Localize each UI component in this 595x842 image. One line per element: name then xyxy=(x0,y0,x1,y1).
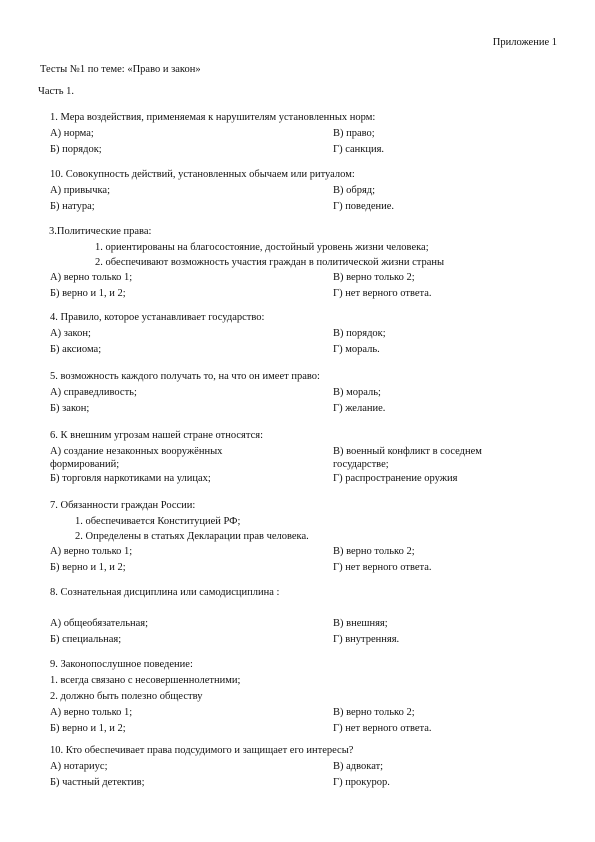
option-a: А) норма; xyxy=(50,128,94,139)
question-3 xyxy=(50,224,570,302)
question-text: 1. Мера воздействия, применяемая к нарушителям установленных норм: xyxy=(50,112,376,123)
statement-2: 2. Определены в статьях Декларации прав человека. xyxy=(75,531,309,542)
statement-1: 1. обеспечивается Конституцией РФ; xyxy=(75,516,241,527)
option-a: А) верно только 1; xyxy=(50,707,133,718)
option-v: В) право; xyxy=(333,128,375,139)
appendix-label: Приложение 1 xyxy=(492,37,557,48)
option-g: Г) нет верного ответа. xyxy=(333,723,432,734)
statement-1: 1. ориентированы на благосостояние, достойный уровень жизни человека; xyxy=(95,242,429,253)
option-b: Б) порядок; xyxy=(50,144,102,155)
question-9 xyxy=(50,657,570,737)
option-v: В) верно только 2; xyxy=(333,272,415,283)
option-a-line-1: А) создание незаконных вооружённых xyxy=(50,446,223,457)
statement-2: 2. обеспечивают возможность участия граждан в политической жизни страны xyxy=(95,257,445,268)
option-g: Г) внутренняя. xyxy=(333,634,400,645)
part-heading: Часть 1. xyxy=(38,86,75,97)
question-4 xyxy=(50,310,570,358)
option-g: Г) санкция. xyxy=(333,144,385,155)
question-2 xyxy=(50,167,570,215)
option-v: В) адвокат; xyxy=(333,761,384,772)
option-b: Б) частный детектив; xyxy=(50,777,145,788)
option-b: Б) верно и 1, и 2; xyxy=(50,288,126,299)
option-g: Г) прокурор. xyxy=(333,777,390,788)
option-b: Б) натура; xyxy=(50,201,95,212)
question-6 xyxy=(50,428,570,487)
option-g: Г) нет верного ответа. xyxy=(333,562,432,573)
question-5 xyxy=(50,369,570,417)
question-text: 3.Политические права: xyxy=(49,226,152,237)
question-10 xyxy=(50,743,570,791)
option-v: В) верно только 2; xyxy=(333,546,415,557)
option-b: Б) торговля наркотиками на улицах; xyxy=(50,473,211,484)
question-text: 5. возможность каждого получать то, на что он имеет право: xyxy=(50,371,320,382)
option-b: Б) специальная; xyxy=(50,634,122,645)
option-a-line-2: формирований; xyxy=(50,459,120,470)
option-b: Б) закон; xyxy=(50,403,90,414)
option-g: Г) поведение. xyxy=(333,201,395,212)
option-b: Б) верно и 1, и 2; xyxy=(50,562,126,573)
question-7 xyxy=(50,498,570,576)
option-v-line-2: государстве; xyxy=(333,459,389,470)
option-b: Б) аксиома; xyxy=(50,344,102,355)
option-a: А) верно только 1; xyxy=(50,546,133,557)
option-v: В) верно только 2; xyxy=(333,707,415,718)
option-a: А) верно только 1; xyxy=(50,272,133,283)
question-8 xyxy=(50,585,570,648)
question-text: 9. Законопослушное поведение: xyxy=(50,659,193,670)
option-v: В) порядок; xyxy=(333,328,386,339)
option-v: В) обряд; xyxy=(333,185,376,196)
option-a: А) общеобязательная; xyxy=(50,618,149,629)
option-a: А) нотариус; xyxy=(50,761,108,772)
question-text: 6. К внешним угрозам нашей стране относятся: xyxy=(50,430,263,441)
option-a: А) закон; xyxy=(50,328,91,339)
question-text: 10. Совокупность действий, установленных обычаем или ритуалом: xyxy=(50,169,355,180)
question-1 xyxy=(50,110,570,158)
statement-2: 2. должно быть полезно обществу xyxy=(50,691,203,702)
test-title: Тесты №1 по теме: «Право и закон» xyxy=(40,64,201,75)
question-text: 10. Кто обеспечивает права подсудимого и защищает его интересы? xyxy=(50,745,354,756)
option-a: А) привычка; xyxy=(50,185,111,196)
question-text: 4. Правило, которое устанавливает государство: xyxy=(50,312,265,323)
option-g: Г) желание. xyxy=(333,403,386,414)
option-v: В) внешняя; xyxy=(333,618,388,629)
statement-1: 1. всегда связано с несовершеннолетними; xyxy=(50,675,241,686)
question-text: 7. Обязанности граждан России: xyxy=(50,500,196,511)
option-v: В) мораль; xyxy=(333,387,381,398)
option-a: А) справедливость; xyxy=(50,387,137,398)
option-g: Г) нет верного ответа. xyxy=(333,288,432,299)
option-g: Г) распространение оружия xyxy=(333,473,458,484)
option-b: Б) верно и 1, и 2; xyxy=(50,723,126,734)
option-g: Г) мораль. xyxy=(333,344,380,355)
option-v-line-1: В) военный конфликт в соседнем xyxy=(333,446,482,457)
question-text: 8. Сознательная дисциплина или самодисциплина : xyxy=(50,587,280,598)
